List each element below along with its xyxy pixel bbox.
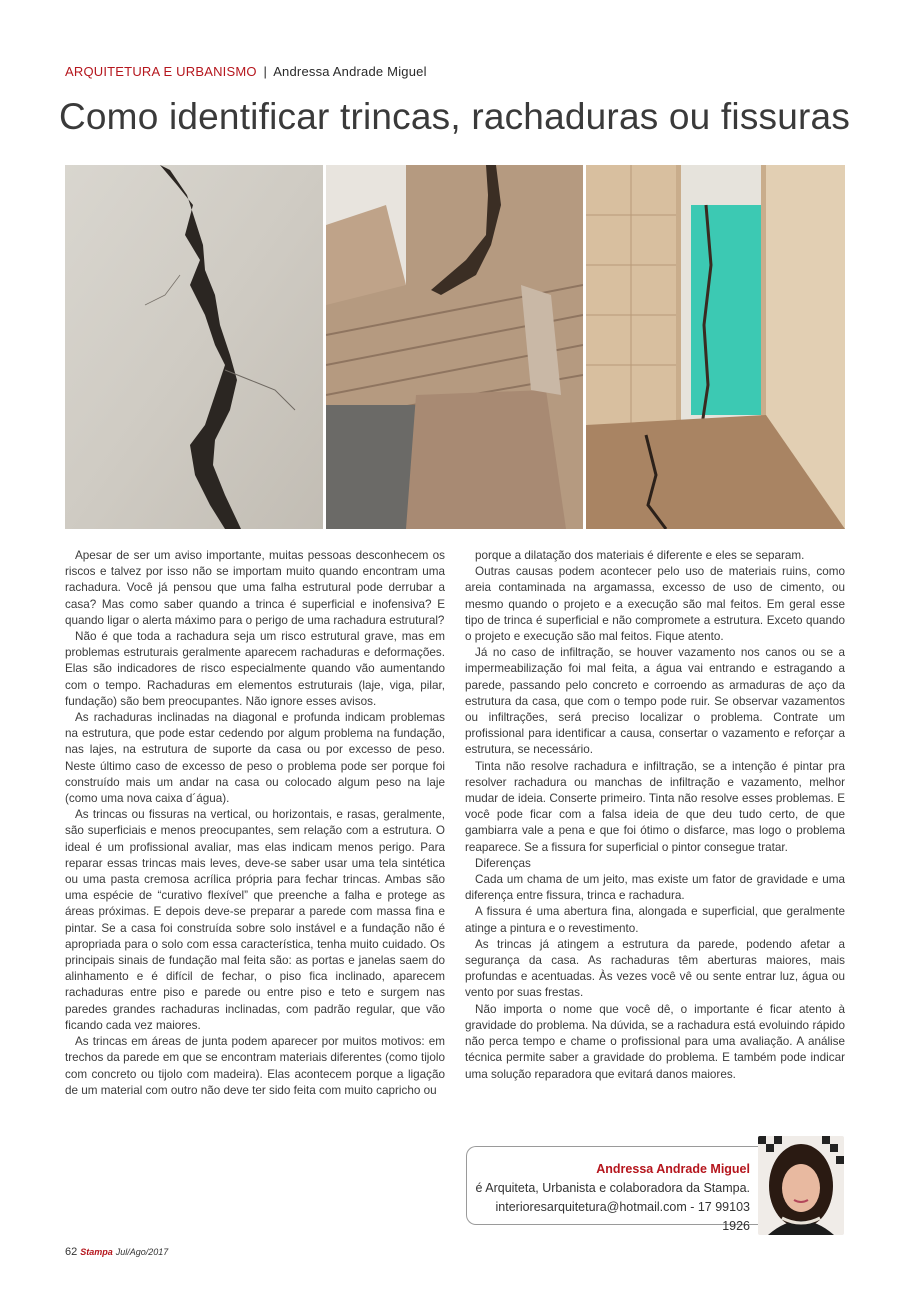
cracked-room-photo [586, 165, 845, 529]
cracked-wall-photo [65, 165, 323, 529]
paragraph: As trincas ou fissuras na vertical, ou horizontais, e rasas, geralmente, são superficiais e menos preocupantes, sem relação com a estrutura. O ideal é um profissional avaliar, mas elas indicam menos perigo. Para reparar essas trincas mais leves, deve-se saber usar uma tela sintética ou uma pasta cremosa acrílica própria para fechar trincas. Ambas são uma espécie de “curativo flexível” que preenche a falha e protege as áreas próximas. E depois deve-se preparar a parede com massa fina e pintar. Se a casa foi construída sobre solo instável e a fundação não é apropriada para o solo com essa característica, tenha muito cuidado. Os principais sinais de fundação mal feita são: as portas e janelas saem do alinhamento e é difícil de fechar, o piso fica inclinado, aparecem rachaduras entre piso e parede ou entre piso e teto e surgem nas paredes grandes rachaduras inclinadas, com padrão regular, que vão ficando cada vez maiores. [65, 808, 445, 1032]
magazine-brand: Stampa [80, 1247, 113, 1257]
article-column-left [65, 548, 445, 1099]
author-bio-box [466, 1146, 767, 1233]
paragraph: Cada um chama de um jeito, mas existe um fator de gravidade e uma diferença entre fissura, trinca e rachadura. [465, 873, 845, 903]
paragraph: Já no caso de infiltração, se houver vazamento nos canos ou se a impermeabilização foi mal feita, a água vai entrando e estragando a parede, passando pelo concreto e corroendo as armaduras de aço da estrutura da casa, que com o tempo pode ruir. Se observar vazamentos ou infiltrações, será preciso localizar o problema. Contrate um profissional para identificar a causa, consertar o vazamento e reforçar a estrutura, se necessário. [465, 646, 845, 757]
cracked-floor-photo [326, 165, 583, 529]
author-bio [467, 1160, 750, 1236]
paragraph: Outras causas podem acontecer pelo uso de materiais ruins, como areia contaminada na argamassa, excesso de uso de cimento, ou mesmo quando o projeto e a execução são mal feitos. Em geral esse tipo de trinca é superficial e não compromete a estrutura. Exceto quando o projeto e execução são mal feitos. Fique atento. [465, 565, 845, 644]
author-avatar [758, 1136, 844, 1235]
paragraph: Não importa o nome que você dê, o importante é ficar atento à gravidade do problema. Na dúvida, se a rachadura está evoluindo rápido não perca tempo e chame o profissional para uma avaliação. A análise técnica permite saber a gravidade do problema. E também pode indicar uma solução reparadora que evitará danos maiores. [465, 1002, 845, 1081]
author-role: é Arquiteta, Urbanista e colaboradora da Stampa. [475, 1181, 750, 1195]
subheading: Diferenças [475, 856, 531, 870]
article-column-right [465, 548, 845, 1083]
page-footer [65, 1246, 168, 1258]
issue-date: Jul/Ago/2017 [115, 1247, 169, 1257]
author-contact: interioresarquitetura@hotmail.com - 17 99103 1926 [495, 1200, 750, 1233]
paragraph: As trincas já atingem a estrutura da parede, podendo afetar a segurança da casa. As rachaduras têm aberturas maiores, mais profundas e acentuadas. Às vezes você vê ou sente entrar luz, água ou vento por suas frestas. [465, 937, 845, 1000]
page-number: 62 [65, 1246, 78, 1258]
paragraph: Não é que toda a rachadura seja um risco estrutural grave, mas em problemas estruturais geralmente aparecem rachaduras e deformações. Elas são indicadores de risco especialmente quando vão aumentando com o tempo. Rachaduras em elementos estruturais (laje, viga, pilar, fundação) são bem preocupantes. Não ignore esses avisos. [65, 630, 445, 708]
page-title: Como identificar trincas, rachaduras ou fissuras [58, 96, 851, 137]
header-separator: | [263, 64, 268, 79]
paragraph: As rachaduras inclinadas na diagonal e profunda indicam problemas na estrutura, que pode estar cedendo por algum problema na fundação, nas lajes, na estrutura de suporte da casa ou por excesso de peso. Neste último caso de excesso de peso o problema pode ser porque foi construído mais um andar na casa ou colocado algum peso na laje (como uma nova caixa d´água). [65, 711, 445, 806]
paragraph: As trincas em áreas de junta podem aparecer por muitos motivos: em trechos da parede em que se encontram materiais diferentes (como tijolo com concreto ou tijolo com madeira). Elas acontecem porque a ligação de um material com outro não deve ter sido feita com muito capricho ou [65, 1035, 445, 1097]
author-name: Andressa Andrade Miguel [596, 1162, 750, 1176]
paragraph: Apesar de ser um aviso importante, muitas pessoas desconhecem os riscos e talvez por isso não se importam muito quando encontram uma rachadura. Você já pensou que uma falha estrutural pode derrubar a casa? Mas como saber quando a trinca é superficial e inofensiva? E quando ligar o alerta máximo para o perigo de uma rachadura estrutural? [65, 549, 445, 627]
paragraph: Tinta não resolve rachadura e infiltração, se a intenção é pintar pra resolver rachadura ou manchas de infiltração e vazamento, melhor mudar de ideia. Conserte primeiro. Tinta não resolve esses problemas. E você pode ficar com a falsa ideia de que deu tudo certo, de que gambiarra vale a pena e que foi ótimo o disfarce, mas logo o problema reaparece. Se a fissura for superficial o pintor consegue tratar. [465, 759, 845, 854]
section-label: ARQUITETURA E URBANISMO [65, 64, 257, 79]
section-header [65, 64, 427, 79]
photo-strip [65, 165, 845, 529]
paragraph: porque a dilatação dos materiais é diferente e eles se separam. [475, 549, 805, 562]
header-author: Andressa Andrade Miguel [273, 64, 427, 79]
paragraph: A fissura é uma abertura fina, alongada e superficial, que geralmente atinge a pintura e o revestimento. [465, 905, 845, 935]
